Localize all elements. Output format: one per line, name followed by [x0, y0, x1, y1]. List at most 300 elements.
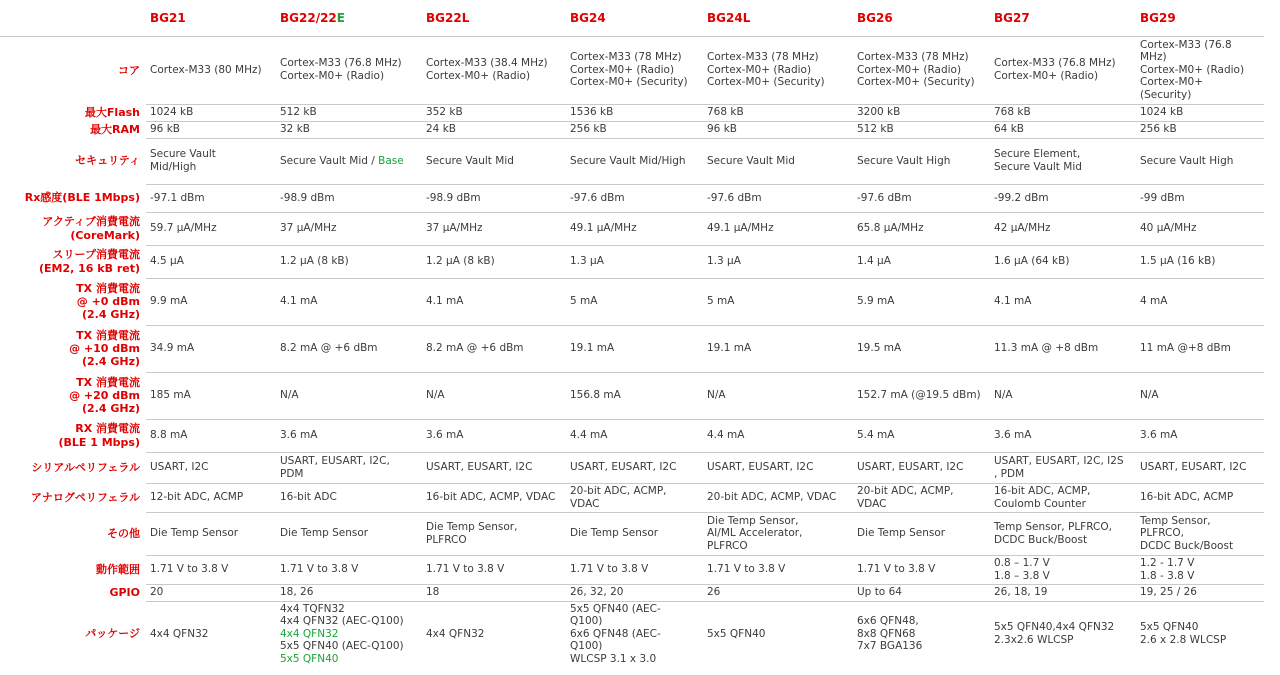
cell-text: 19.1 mA — [707, 342, 752, 355]
cell-text: Temp Sensor, PLFRCO, DCDC Buck/Boost — [1140, 514, 1234, 552]
table-cell — [566, 245, 703, 278]
table-cell — [1136, 325, 1264, 372]
table-cell — [146, 121, 276, 138]
cell-text: 256 kB — [570, 123, 607, 136]
column-header — [853, 0, 990, 36]
table-cell — [703, 212, 853, 245]
table-cell — [853, 121, 990, 138]
cell-text: 1.2 μA (8 kB) — [280, 255, 349, 268]
cell-text: 5x5 QFN40 2.6 x 2.8 WLCSP — [1140, 621, 1227, 646]
table-cell — [1136, 555, 1264, 584]
table-cell — [566, 419, 703, 452]
cell-text: 1.71 V to 3.8 V — [857, 563, 936, 576]
cell-text: N/A — [1140, 389, 1159, 402]
cell-text: 4x4 QFN32 — [426, 627, 485, 640]
cell-text: 1.3 μA — [707, 255, 741, 268]
cell-text: -99 dBm — [1140, 191, 1185, 204]
cell-text: 18, 26 — [280, 586, 314, 599]
table-cell — [276, 584, 422, 601]
table-row — [0, 452, 1264, 483]
table-cell — [146, 483, 276, 512]
cell-text: Cortex-M33 (38.4 MHz) Cortex-M0+ (Radio) — [426, 57, 548, 82]
cell-text: -99.2 dBm — [994, 191, 1049, 204]
table-cell — [853, 512, 990, 555]
cell-text: 768 kB — [994, 106, 1031, 119]
table-cell — [853, 278, 990, 325]
cell-text: 49.1 μA/MHz — [570, 222, 637, 235]
row-label: Rx感度(BLE 1Mbps) — [24, 191, 140, 205]
cell-text: 49.1 μA/MHz — [707, 222, 774, 235]
header-corner — [0, 0, 146, 36]
row-label: 最大RAM — [90, 122, 140, 136]
table-row — [0, 584, 1264, 601]
table-cell — [703, 419, 853, 452]
cell-text: 3.6 mA — [426, 429, 464, 442]
cell-text: 96 kB — [150, 123, 180, 136]
table-cell — [990, 601, 1136, 666]
cell-text: Die Temp Sensor — [857, 527, 946, 540]
table-cell — [990, 212, 1136, 245]
table-cell — [146, 512, 276, 555]
column-header-text: BG22L — [426, 10, 470, 25]
table-cell — [853, 36, 990, 104]
cell-text: 1.2 - 1.7 V 1.8 - 3.8 V — [1140, 556, 1195, 582]
cell-text: 0.8 – 1.7 V 1.8 – 3.8 V — [994, 556, 1050, 582]
table-cell — [853, 138, 990, 184]
row-label: シリアルペリフェラル — [31, 460, 140, 474]
table-cell — [422, 372, 566, 419]
table-cell — [276, 452, 422, 483]
table-cell — [1136, 245, 1264, 278]
cell-text: 11 mA @+8 dBm — [1140, 342, 1231, 355]
table-cell — [853, 555, 990, 584]
table-cell — [853, 372, 990, 419]
cell-text: 16-bit ADC, ACMP, VDAC — [426, 491, 556, 504]
table-cell — [422, 245, 566, 278]
cell-text: 1.2 μA (8 kB) — [426, 255, 495, 268]
table-cell — [990, 104, 1136, 121]
cell-text: -97.6 dBm — [570, 191, 625, 204]
table-cell — [703, 36, 853, 104]
cell-text: 1024 kB — [150, 106, 194, 119]
cell-text: 512 kB — [280, 106, 317, 119]
table-cell — [853, 212, 990, 245]
cell-highlight-text: Base — [378, 154, 404, 167]
table-cell — [276, 278, 422, 325]
table-cell — [703, 601, 853, 666]
table-cell — [566, 483, 703, 512]
table-cell — [703, 245, 853, 278]
table-cell — [146, 184, 276, 212]
cell-text: Die Temp Sensor — [150, 527, 239, 540]
table-cell — [853, 184, 990, 212]
table-cell — [853, 452, 990, 483]
cell-text: 32 kB — [280, 123, 310, 136]
cell-text: -97.1 dBm — [150, 191, 205, 204]
table-row — [0, 104, 1264, 121]
table-cell — [1136, 121, 1264, 138]
package-line: 5x5 QFN40 (AEC-Q100) — [280, 640, 404, 653]
table-cell — [146, 104, 276, 121]
table-cell — [276, 419, 422, 452]
cell-text: 37 μA/MHz — [426, 222, 483, 235]
cell-text: 11.3 mA @ +8 dBm — [994, 342, 1099, 355]
table-cell — [146, 419, 276, 452]
cell-text: 1.71 V to 3.8 V — [426, 563, 505, 576]
row-label: セキュリティ — [75, 154, 140, 168]
cell-text: 1.71 V to 3.8 V — [570, 563, 649, 576]
cell-text: Cortex-M33 (80 MHz) — [150, 63, 262, 76]
table-cell — [146, 138, 276, 184]
cell-text: 37 μA/MHz — [280, 222, 337, 235]
table-cell — [566, 555, 703, 584]
cell-text: 34.9 mA — [150, 342, 195, 355]
table-cell — [566, 104, 703, 121]
table-cell — [1136, 36, 1264, 104]
table-cell — [422, 121, 566, 138]
cell-text: 152.7 mA (@19.5 dBm) — [857, 389, 981, 402]
cell-text: Cortex-M33 (76.8 MHz) Cortex-M0+ (Radio) — [994, 57, 1116, 82]
table-cell — [422, 104, 566, 121]
column-header — [566, 0, 703, 36]
table-cell — [990, 419, 1136, 452]
table-cell — [703, 278, 853, 325]
row-label: パッケージ — [85, 627, 140, 641]
table-cell — [422, 584, 566, 601]
table-cell — [853, 325, 990, 372]
package-line: 5x5 QFN40 — [280, 652, 339, 665]
table-row — [0, 36, 1264, 104]
cell-text: 5.4 mA — [857, 429, 895, 442]
column-header — [146, 0, 276, 36]
cell-text: USART, EUSART, I2C, PDM — [280, 454, 390, 480]
cell-text: Secure Vault High — [857, 154, 951, 167]
table-cell — [703, 512, 853, 555]
table-cell — [422, 325, 566, 372]
cell-text: USART, EUSART, I2C — [857, 461, 964, 474]
column-header-text: BG29 — [1140, 10, 1176, 25]
table-cell — [566, 212, 703, 245]
table-cell — [422, 419, 566, 452]
table-cell — [276, 184, 422, 212]
table-cell — [1136, 419, 1264, 452]
table-cell — [1136, 138, 1264, 184]
cell-text: 8.2 mA @ +6 dBm — [426, 342, 524, 355]
cell-text: 3200 kB — [857, 106, 901, 119]
table-row — [0, 601, 1264, 666]
table-cell — [990, 555, 1136, 584]
table-cell — [146, 452, 276, 483]
cell-text: 4x4 QFN32 — [150, 627, 209, 640]
cell-text: Secure Vault High — [1140, 154, 1234, 167]
cell-text: Cortex-M33 (76.8 MHz) Cortex-M0+ (Radio) — [280, 57, 402, 82]
cell-text: -98.9 dBm — [280, 191, 335, 204]
cell-text: USART, EUSART, I2C — [570, 461, 677, 474]
table-cell — [1136, 601, 1264, 666]
table-cell — [990, 138, 1136, 184]
cell-text: Die Temp Sensor — [570, 527, 659, 540]
table-cell — [422, 278, 566, 325]
cell-text: -97.6 dBm — [857, 191, 912, 204]
cell-text: 185 mA — [150, 389, 191, 402]
cell-text: Cortex-M33 (76.8 MHz) Cortex-M0+ (Radio) Cortex-M0+ (Security) — [1140, 38, 1245, 101]
table-cell — [990, 245, 1136, 278]
table-cell — [146, 245, 276, 278]
cell-text: Temp Sensor, PLFRCO, DCDC Buck/Boost — [994, 520, 1112, 546]
row-label: スリープ消費電流 (EM2, 16 kB ret) — [39, 248, 140, 275]
cell-text: 4.1 mA — [280, 295, 318, 308]
table-row — [0, 278, 1264, 325]
table-cell — [146, 555, 276, 584]
table-cell — [703, 184, 853, 212]
table-cell — [146, 36, 276, 104]
cell-text: 19.1 mA — [570, 342, 615, 355]
cell-text: Cortex-M33 (78 MHz) Cortex-M0+ (Radio) Cortex-M0+ (Security) — [707, 51, 825, 89]
row-label: その他 — [107, 526, 140, 540]
row-label: 最大Flash — [84, 105, 140, 119]
table-cell — [1136, 212, 1264, 245]
table-cell — [422, 212, 566, 245]
table-cell — [853, 245, 990, 278]
table-cell — [276, 555, 422, 584]
table-cell — [990, 452, 1136, 483]
cell-text: 4.5 μA — [150, 255, 184, 268]
table-body — [0, 36, 1264, 666]
table-cell — [276, 104, 422, 121]
cell-text: 1024 kB — [1140, 106, 1184, 119]
table-row — [0, 512, 1264, 555]
table-cell — [276, 601, 422, 666]
column-header-text: BG24L — [707, 10, 751, 25]
cell-text: 4.4 mA — [570, 429, 608, 442]
cell-text: 1.71 V to 3.8 V — [280, 563, 359, 576]
table-cell — [276, 121, 422, 138]
table-cell — [276, 372, 422, 419]
table-row — [0, 325, 1264, 372]
column-header — [990, 0, 1136, 36]
table-cell — [566, 372, 703, 419]
table-row — [0, 483, 1264, 512]
cell-text: Secure Element, Secure Vault Mid — [994, 148, 1082, 173]
cell-text: 6x6 QFN48, 8x8 QFN68 7x7 BGA136 — [857, 615, 923, 653]
table-cell — [990, 121, 1136, 138]
cell-text: 96 kB — [707, 123, 737, 136]
cell-text: 19, 25 / 26 — [1140, 586, 1197, 599]
table-cell — [422, 36, 566, 104]
table-cell — [276, 245, 422, 278]
table-cell — [853, 104, 990, 121]
table-row — [0, 138, 1264, 184]
table-cell — [990, 584, 1136, 601]
cell-text: 1.71 V to 3.8 V — [150, 563, 229, 576]
cell-text: 256 kB — [1140, 123, 1177, 136]
cell-text: 26, 32, 20 — [570, 586, 624, 599]
cell-text: N/A — [994, 389, 1013, 402]
column-header-text: BG26 — [857, 10, 893, 25]
table-cell — [1136, 452, 1264, 483]
cell-text: Die Temp Sensor, AI/ML Accelerator, PLFRCO — [707, 514, 803, 552]
table-cell — [422, 601, 566, 666]
cell-text: Secure Vault Mid/High — [570, 154, 686, 167]
table-cell — [990, 483, 1136, 512]
table-row — [0, 555, 1264, 584]
column-header-text: BG22/22 — [280, 10, 337, 25]
cell-text: 5x5 QFN40,4x4 QFN32 2.3x2.6 WLCSP — [994, 621, 1115, 646]
table-cell — [276, 138, 422, 184]
table-cell — [566, 184, 703, 212]
cell-text: 9.9 mA — [150, 295, 188, 308]
cell-text: Secure Vault Mid/High — [150, 148, 216, 173]
table-cell — [990, 325, 1136, 372]
table-cell — [703, 325, 853, 372]
table-cell — [276, 212, 422, 245]
table-cell — [703, 121, 853, 138]
table-cell — [853, 483, 990, 512]
table-row — [0, 121, 1264, 138]
cell-text: 20-bit ADC, ACMP, VDAC — [570, 484, 667, 510]
cell-text: 1.5 μA (16 kB) — [1140, 255, 1216, 268]
cell-text: 19.5 mA — [857, 342, 902, 355]
cell-text: 5x5 QFN40 — [707, 627, 766, 640]
table-row — [0, 212, 1264, 245]
cell-text: USART, EUSART, I2C, I2S , PDM — [994, 454, 1124, 480]
cell-text: 18 — [426, 586, 440, 599]
table-cell — [853, 584, 990, 601]
cell-text: 16-bit ADC, ACMP — [1140, 491, 1234, 504]
table-cell — [276, 36, 422, 104]
table-cell — [422, 184, 566, 212]
table-cell — [703, 138, 853, 184]
table-cell — [990, 278, 1136, 325]
table-cell — [1136, 372, 1264, 419]
table-cell — [1136, 278, 1264, 325]
cell-text: 16-bit ADC — [280, 491, 337, 504]
table-cell — [422, 555, 566, 584]
cell-text: 5x5 QFN40 (AEC- Q100) 6x6 QFN48 (AEC- Q100) WLCSP 3.1 x 3.0 — [570, 602, 661, 665]
table-cell — [853, 419, 990, 452]
cell-text: 26, 18, 19 — [994, 586, 1048, 599]
cell-text: 3.6 mA — [994, 429, 1032, 442]
cell-text: Up to 64 — [857, 586, 902, 599]
table-row — [0, 419, 1264, 452]
cell-text: 3.6 mA — [280, 429, 318, 442]
table-cell — [146, 212, 276, 245]
table-row — [0, 245, 1264, 278]
cell-text: N/A — [280, 389, 299, 402]
cell-text: 768 kB — [707, 106, 744, 119]
cell-text: 24 kB — [426, 123, 456, 136]
column-header — [1136, 0, 1264, 36]
cell-text: 42 μA/MHz — [994, 222, 1051, 235]
cell-text: 1.71 V to 3.8 V — [707, 563, 786, 576]
cell-text: 64 kB — [994, 123, 1024, 136]
cell-text: N/A — [426, 389, 445, 402]
table-cell — [566, 584, 703, 601]
row-label: TX 消費電流 @ +0 dBm (2.4 GHz) — [76, 281, 140, 322]
table-cell — [566, 601, 703, 666]
table-cell — [566, 452, 703, 483]
table-cell — [703, 483, 853, 512]
cell-text: Secure Vault Mid — [707, 154, 795, 167]
cell-text: N/A — [707, 389, 726, 402]
cell-text: 8.8 mA — [150, 429, 188, 442]
column-header-text: BG27 — [994, 10, 1030, 25]
table-cell — [566, 278, 703, 325]
table-cell — [146, 601, 276, 666]
table-cell — [146, 372, 276, 419]
table-cell — [276, 483, 422, 512]
row-label: RX 消費電流 (BLE 1 Mbps) — [58, 422, 140, 449]
cell-text: USART, EUSART, I2C — [1140, 461, 1247, 474]
table-cell — [566, 512, 703, 555]
cell-text: USART, I2C — [150, 461, 209, 474]
cell-text: -97.6 dBm — [707, 191, 762, 204]
table-cell — [990, 512, 1136, 555]
cell-text: 65.8 μA/MHz — [857, 222, 924, 235]
cell-text: 156.8 mA — [570, 389, 621, 402]
cell-text: 1.4 μA — [857, 255, 891, 268]
column-header — [422, 0, 566, 36]
cell-text: 1536 kB — [570, 106, 614, 119]
cell-text: Secure Vault Mid — [426, 154, 514, 167]
table-cell — [422, 483, 566, 512]
cell-text: 512 kB — [857, 123, 894, 136]
cell-text: 40 μA/MHz — [1140, 222, 1197, 235]
cell-text: Cortex-M33 (78 MHz) Cortex-M0+ (Radio) Cortex-M0+ (Security) — [857, 51, 975, 89]
table-cell — [703, 104, 853, 121]
table-cell — [1136, 104, 1264, 121]
table-cell — [703, 584, 853, 601]
header-row — [0, 0, 1264, 36]
table-cell — [566, 138, 703, 184]
table-cell — [566, 121, 703, 138]
table-cell — [990, 372, 1136, 419]
package-line: 4x4 TQFN32 — [280, 602, 345, 615]
cell-text: Cortex-M33 (78 MHz) Cortex-M0+ (Radio) Cortex-M0+ (Security) — [570, 51, 688, 89]
table-cell — [703, 452, 853, 483]
row-label: アナログペリフェラル — [30, 490, 140, 504]
table-cell — [422, 452, 566, 483]
row-label: コア — [118, 63, 140, 77]
cell-text: 20 — [150, 586, 164, 599]
cell-text: 4.1 mA — [994, 295, 1032, 308]
table-cell — [1136, 483, 1264, 512]
column-header-text: BG21 — [150, 10, 186, 25]
cell-text: 20-bit ADC, ACMP, VDAC — [857, 484, 954, 510]
cell-text: 1.3 μA — [570, 255, 604, 268]
row-label: アクティブ消費電流 (CoreMark) — [42, 215, 140, 242]
table-cell — [1136, 184, 1264, 212]
row-label: GPIO — [109, 585, 140, 599]
cell-text: 4 mA — [1140, 295, 1168, 308]
row-label: 動作範囲 — [96, 562, 140, 576]
cell-text: 26 — [707, 586, 721, 599]
cell-text: 3.6 mA — [1140, 429, 1178, 442]
cell-text: 1.6 μA (64 kB) — [994, 255, 1070, 268]
table-cell — [703, 372, 853, 419]
table-row — [0, 372, 1264, 419]
cell-text: USART, EUSART, I2C — [707, 461, 814, 474]
cell-text: 20-bit ADC, ACMP, VDAC — [707, 491, 837, 504]
cell-text: Secure Vault Mid / — [280, 154, 379, 167]
package-line: 4x4 QFN32 (AEC-Q100) — [280, 615, 404, 628]
cell-text: 352 kB — [426, 106, 463, 119]
table-cell — [1136, 512, 1264, 555]
cell-text: Die Temp Sensor, PLFRCO — [426, 520, 518, 546]
cell-text: 4.1 mA — [426, 295, 464, 308]
cell-text: 59.7 μA/MHz — [150, 222, 217, 235]
column-header-text: BG24 — [570, 10, 606, 25]
